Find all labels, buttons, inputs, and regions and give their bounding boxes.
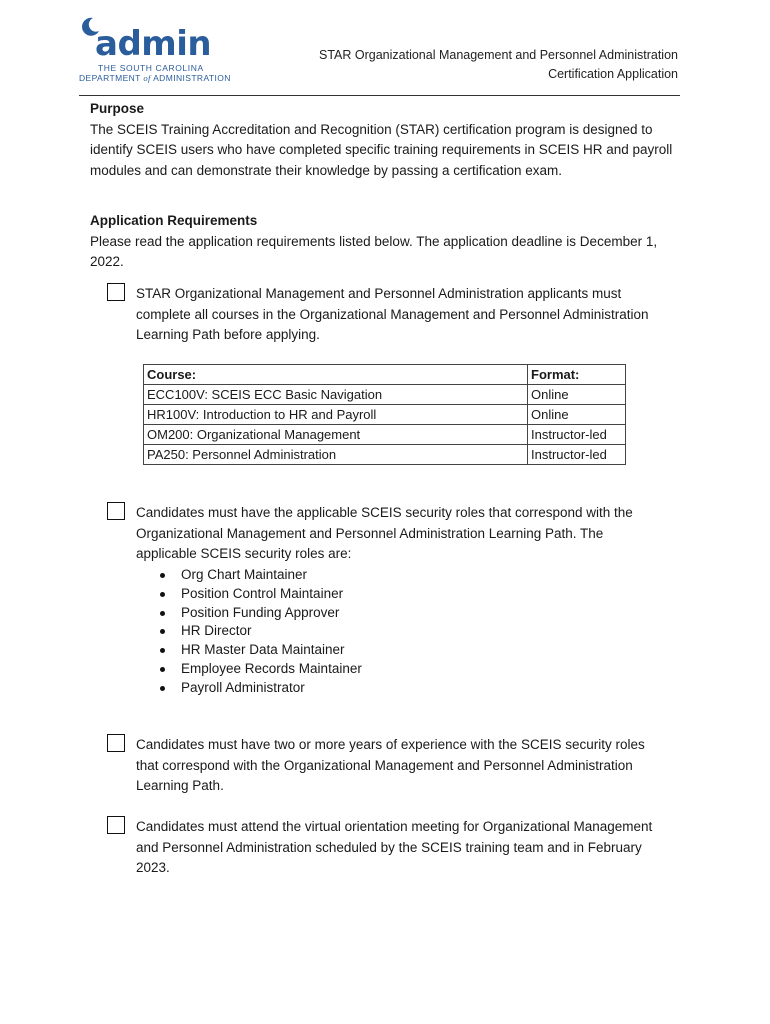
requirement-line: STAR Organizational Management and Personnel Administration applicants must — [136, 286, 622, 301]
requirement-line: applicable SCEIS security roles are: — [136, 546, 352, 561]
format-column-header: Format: — [528, 365, 626, 385]
admin-logo — [79, 16, 231, 88]
course-table — [143, 364, 626, 465]
format-cell: Instructor-led — [528, 425, 626, 445]
purpose-heading: Purpose — [90, 101, 145, 116]
requirement-text — [136, 503, 681, 565]
list-item: Org Chart Maintainer — [136, 566, 362, 585]
list-item: Position Control Maintainer — [136, 585, 362, 604]
requirements-line: 2022. — [90, 254, 124, 269]
header-subtitle: Certification Application — [548, 67, 678, 81]
requirements-section — [90, 211, 657, 273]
list-item: HR Master Data Maintainer — [136, 641, 362, 660]
requirement-text — [136, 284, 681, 346]
format-cell: Online — [528, 385, 626, 405]
table-row — [144, 445, 626, 465]
list-item: HR Director — [136, 622, 362, 641]
course-column-header: Course: — [144, 365, 528, 385]
table-row — [144, 425, 626, 445]
course-cell: HR100V: Introduction to HR and Payroll — [144, 405, 528, 425]
purpose-line: modules and can demonstrate their knowledge by passing a certification exam. — [90, 162, 563, 178]
requirement-line: and Personnel Administration scheduled by the SCEIS training team and in February — [136, 839, 642, 855]
requirement-line: 2023. — [136, 860, 170, 875]
logo-wordmark: admin — [95, 24, 212, 64]
security-roles-list — [136, 566, 362, 698]
courses-checkbox[interactable] — [107, 283, 125, 301]
requirements-heading: Application Requirements — [90, 213, 258, 228]
purpose-section — [90, 99, 672, 181]
security-roles-checkbox[interactable] — [107, 502, 125, 520]
logo-subtitle-line1: THE SOUTH CAROLINA — [98, 63, 204, 73]
course-cell: PA250: Personnel Administration — [144, 445, 528, 465]
course-cell: ECC100V: SCEIS ECC Basic Navigation — [144, 385, 528, 405]
purpose-line: The SCEIS Training Accreditation and Recognition (STAR) certification program is designed to — [90, 121, 653, 137]
list-item: Employee Records Maintainer — [136, 660, 362, 679]
requirement-line: Learning Path before applying. — [136, 327, 320, 342]
requirement-line: Organizational Management and Personnel Administration Learning Path. The — [136, 525, 604, 541]
header-title: STAR Organizational Management and Personnel Administration — [319, 48, 678, 62]
table-row — [144, 405, 626, 425]
list-item: Payroll Administrator — [136, 679, 362, 698]
table-header-row — [144, 365, 626, 385]
table-row — [144, 385, 626, 405]
requirement-line: that correspond with the Organizational Management and Personnel Administration — [136, 757, 633, 773]
purpose-line: identify SCEIS users who have completed specific training requirements in SCEIS HR and payroll — [90, 142, 673, 157]
header-divider — [79, 95, 680, 96]
format-cell: Online — [528, 405, 626, 425]
experience-checkbox[interactable] — [107, 734, 125, 752]
requirement-line: Candidates must attend the virtual orientation meeting for Organizational Management — [136, 819, 653, 834]
requirement-text — [136, 735, 681, 797]
requirement-line: complete all courses in the Organizational Management and Personnel Administration — [136, 306, 649, 322]
list-item: Position Funding Approver — [136, 604, 362, 623]
logo-subtitle-line2: DEPARTMENT of ADMINISTRATION — [79, 73, 231, 83]
requirement-line: Learning Path. — [136, 778, 224, 793]
course-cell: OM200: Organizational Management — [144, 425, 528, 445]
document-header — [319, 46, 678, 84]
requirement-line: Candidates must have the applicable SCEIS security roles that correspond with the — [136, 505, 633, 520]
format-cell: Instructor-led — [528, 445, 626, 465]
requirement-text — [136, 817, 681, 879]
requirements-line: Please read the application requirements listed below. The application deadline is December 1, — [90, 233, 658, 249]
requirement-line: Candidates must have two or more years of experience with the SCEIS security roles — [136, 737, 645, 752]
orientation-checkbox[interactable] — [107, 816, 125, 834]
